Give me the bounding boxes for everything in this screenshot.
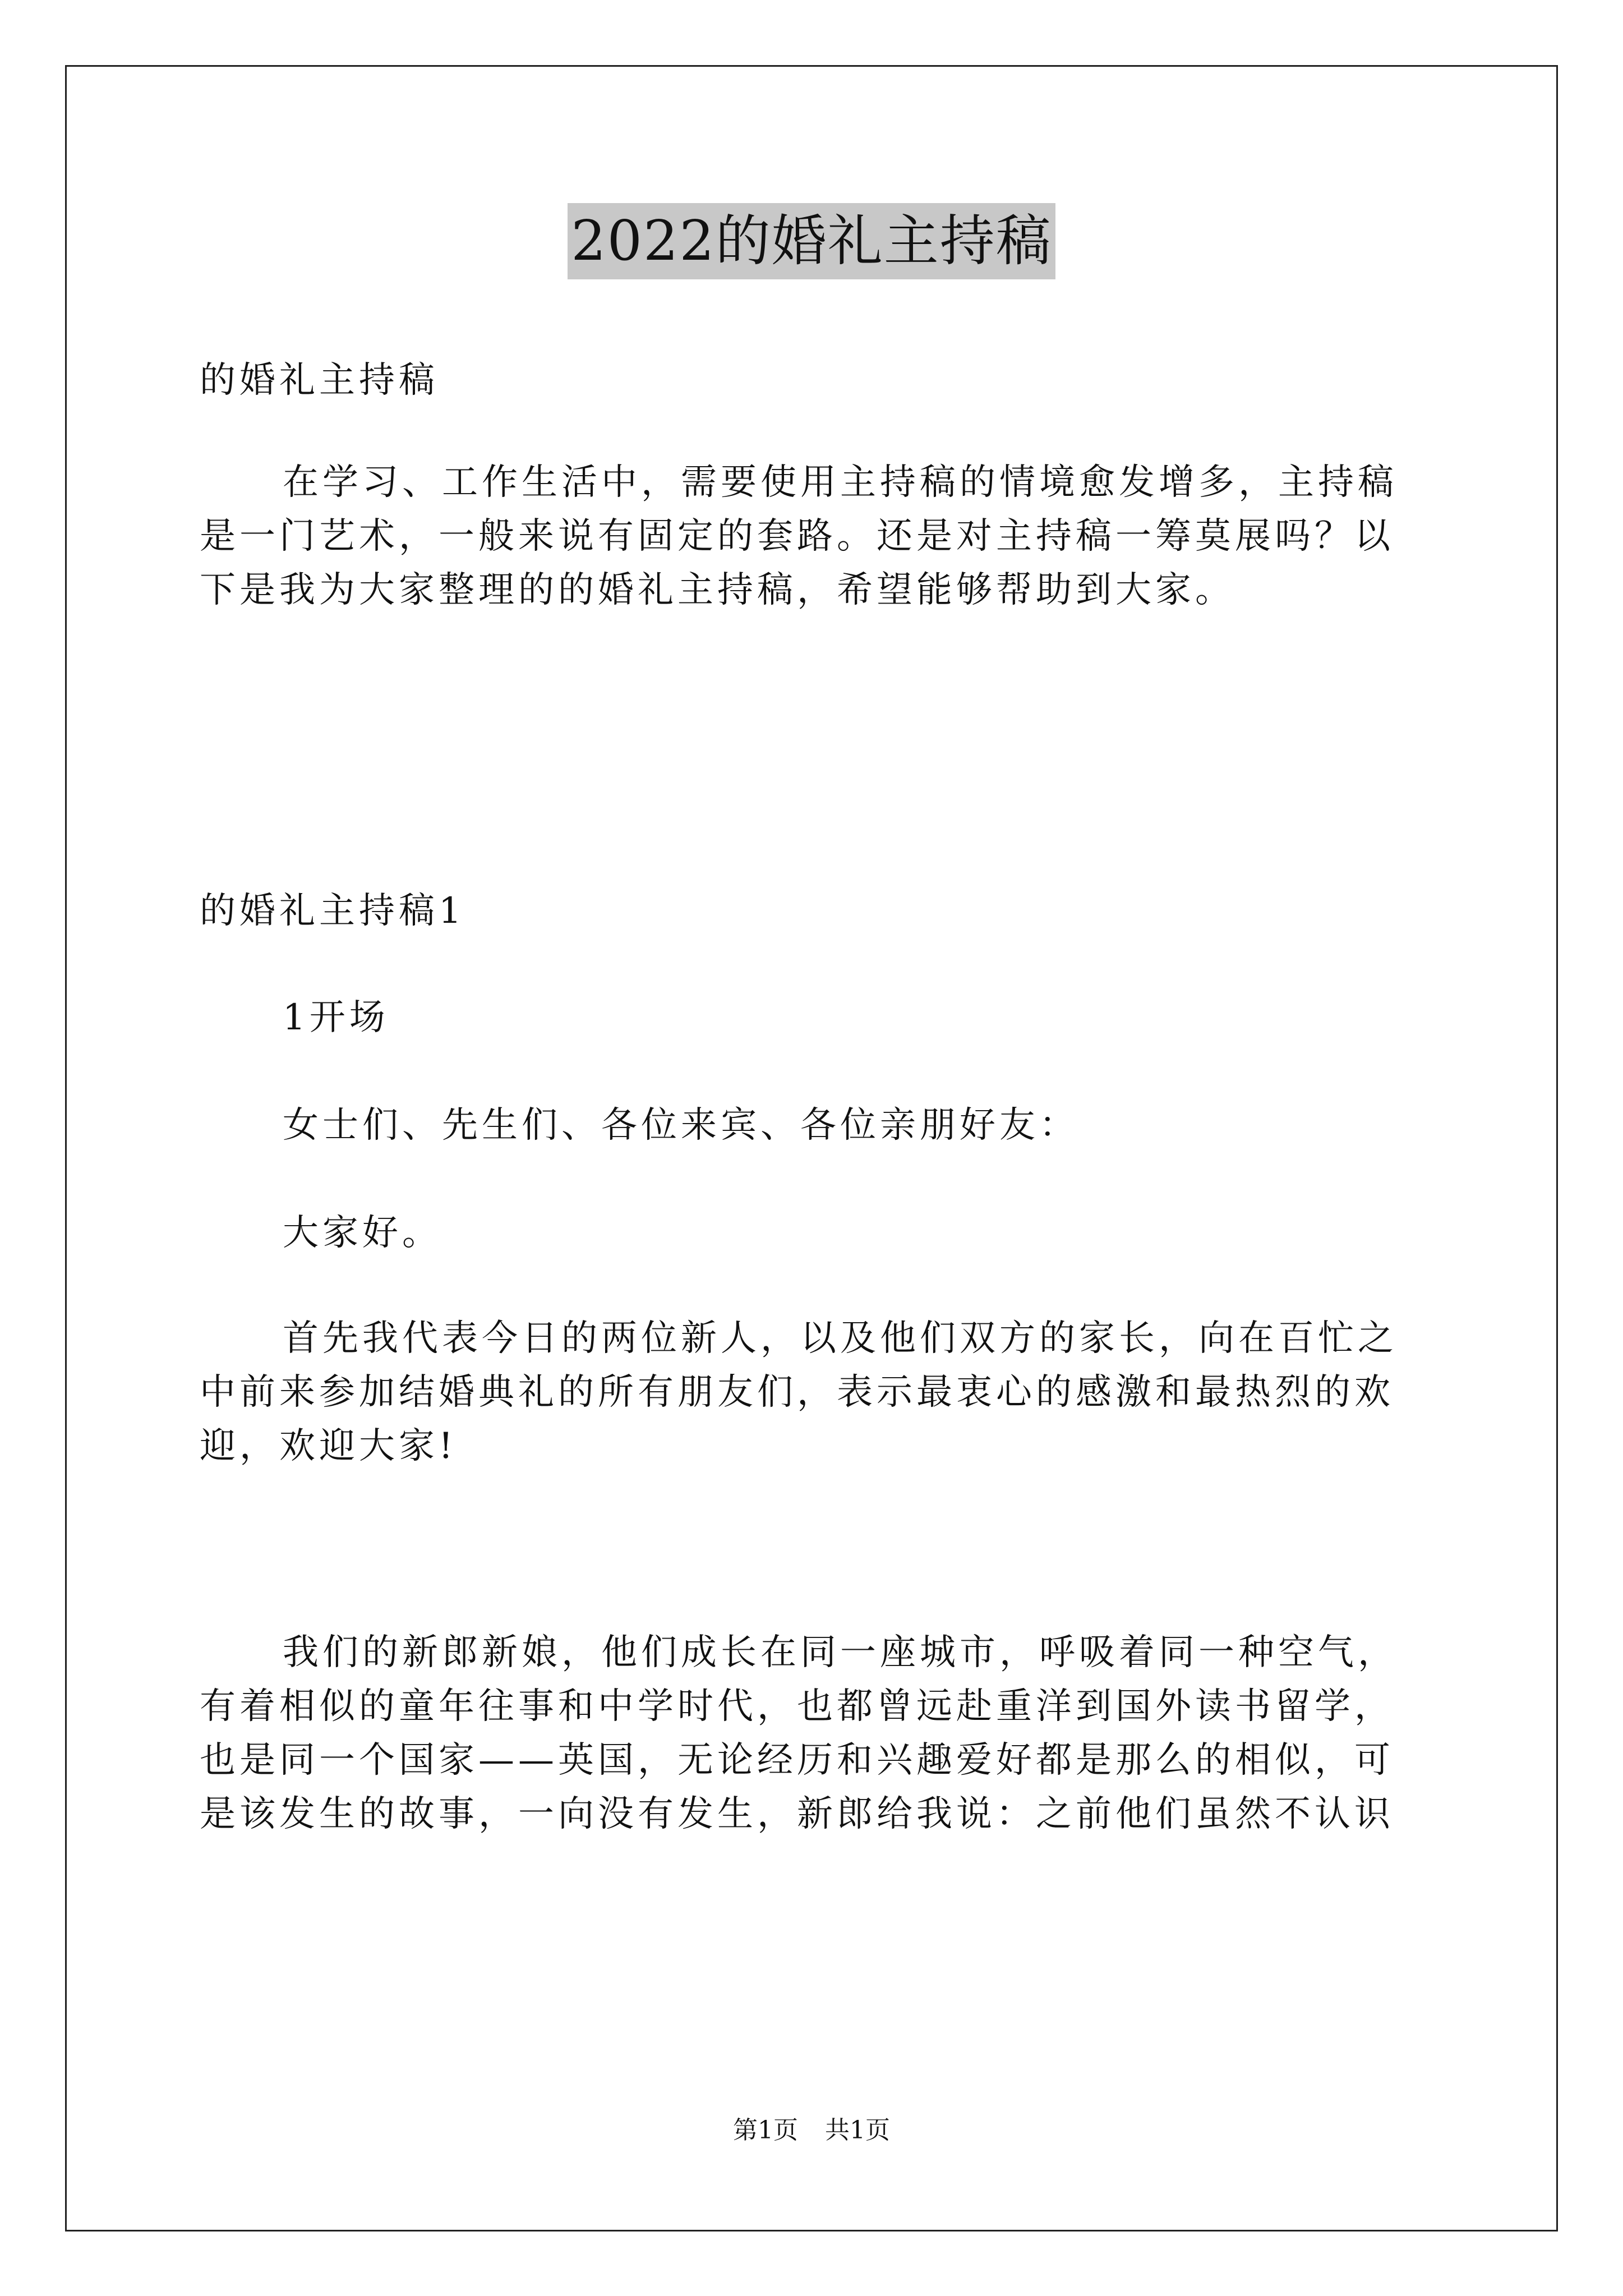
salutation-paragraph: 女士们、先生们、各位来宾、各位亲朋好友： — [283, 1105, 1079, 1146]
section-heading: 的婚礼主持稿1 — [200, 890, 465, 932]
page-number: 第1页 — [733, 2116, 798, 2145]
total-pages: 共1页 — [825, 2116, 890, 2145]
welcome-paragraph: 首先我代表今日的两位新人，以及他们双方的家长，向在百忙之中前来参加结婚典礼的所有朋友们，表示最衷心的感激和最热烈的欢迎，欢迎大家! — [200, 1318, 1398, 1467]
greeting-paragraph: 大家好。 — [283, 1212, 442, 1254]
title-container — [0, 203, 1623, 279]
document-title: 2022的婚礼主持稿 — [568, 203, 1055, 279]
page-footer — [0, 2114, 1623, 2147]
document-subtitle: 的婚礼主持稿 — [200, 360, 439, 401]
part-heading: 1开场 — [283, 997, 389, 1038]
intro-paragraph: 在学习、工作生活中，需要使用主持稿的情境愈发增多，主持稿是一门艺术，一般来说有固定的套路。还是对主持稿一筹莫展吗？以下是我为大家整理的的婚礼主持稿，希望能够帮助到大家。 — [200, 462, 1398, 611]
story-paragraph: 我们的新郎新娘，他们成长在同一座城市，呼吸着同一种空气，有着相似的童年往事和中学时代，也都曾远赴重洋到国外读书留学，也是同一个国家——英国，无论经历和兴趣爱好都是那么的相似，可是该发生的故事，一向没有发生，新郎给我说：之前他们虽然不认识 — [200, 1632, 1398, 1835]
